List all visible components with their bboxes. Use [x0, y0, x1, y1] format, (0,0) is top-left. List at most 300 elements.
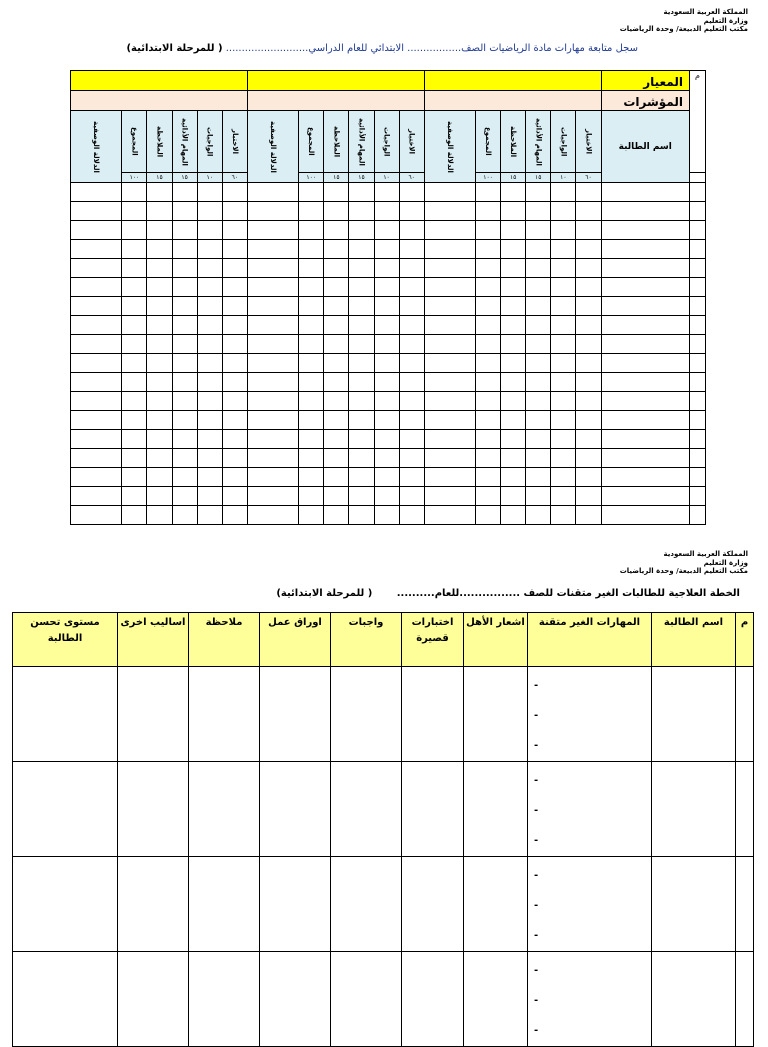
entry-cell[interactable] [576, 506, 601, 525]
entry-cell[interactable] [689, 183, 705, 202]
entry-cell[interactable] [526, 335, 551, 354]
entry-cell[interactable] [122, 373, 147, 392]
entry-cell[interactable] [172, 183, 197, 202]
entry-cell[interactable] [689, 449, 705, 468]
entry-cell[interactable] [476, 430, 501, 449]
entry-cell[interactable] [526, 506, 551, 525]
entry-cell[interactable] [526, 354, 551, 373]
entry-cell[interactable] [147, 316, 172, 335]
entry-cell[interactable] [324, 468, 349, 487]
entry-cell[interactable] [122, 449, 147, 468]
entry-cell[interactable] [476, 468, 501, 487]
entry-cell[interactable] [399, 354, 424, 373]
entry-cell[interactable] [197, 392, 222, 411]
entry-cell[interactable] [247, 316, 298, 335]
entry-cell[interactable] [222, 392, 247, 411]
entry-cell[interactable] [576, 487, 601, 506]
entry-cell[interactable] [197, 506, 222, 525]
entry-cell[interactable] [601, 297, 689, 316]
entry-cell[interactable] [374, 354, 399, 373]
plan-entry-cell[interactable] [402, 667, 464, 762]
criterion-value-cell[interactable] [71, 71, 248, 91]
entry-cell[interactable] [424, 354, 475, 373]
plan-entry-cell[interactable] [528, 667, 652, 762]
entry-cell[interactable] [689, 354, 705, 373]
plan-entry-cell[interactable] [118, 857, 189, 952]
entry-cell[interactable] [349, 411, 374, 430]
entry-cell[interactable] [147, 354, 172, 373]
entry-cell[interactable] [526, 278, 551, 297]
entry-cell[interactable] [147, 392, 172, 411]
entry-cell[interactable] [349, 278, 374, 297]
entry-cell[interactable] [424, 221, 475, 240]
entry-cell[interactable] [324, 183, 349, 202]
entry-cell[interactable] [526, 373, 551, 392]
entry-cell[interactable] [374, 373, 399, 392]
entry-cell[interactable] [551, 411, 576, 430]
entry-cell[interactable] [601, 506, 689, 525]
entry-cell[interactable] [551, 221, 576, 240]
entry-cell[interactable] [71, 354, 122, 373]
entry-cell[interactable] [71, 449, 122, 468]
entry-cell[interactable] [689, 468, 705, 487]
entry-cell[interactable] [424, 430, 475, 449]
entry-cell[interactable] [299, 354, 324, 373]
entry-cell[interactable] [324, 316, 349, 335]
entry-cell[interactable] [324, 202, 349, 221]
entry-cell[interactable] [374, 468, 399, 487]
entry-cell[interactable] [247, 297, 298, 316]
entry-cell[interactable] [299, 316, 324, 335]
entry-cell[interactable] [689, 259, 705, 278]
entry-cell[interactable] [172, 411, 197, 430]
entry-cell[interactable] [172, 202, 197, 221]
entry-cell[interactable] [424, 259, 475, 278]
entry-cell[interactable] [299, 297, 324, 316]
entry-cell[interactable] [399, 430, 424, 449]
entry-cell[interactable] [324, 335, 349, 354]
entry-cell[interactable] [247, 202, 298, 221]
indicators-value-cell[interactable] [71, 91, 248, 111]
entry-cell[interactable] [122, 297, 147, 316]
entry-cell[interactable] [501, 316, 526, 335]
entry-cell[interactable] [374, 430, 399, 449]
entry-cell[interactable] [197, 449, 222, 468]
entry-cell[interactable] [71, 278, 122, 297]
entry-cell[interactable] [172, 240, 197, 259]
entry-cell[interactable] [349, 259, 374, 278]
entry-cell[interactable] [399, 373, 424, 392]
entry-cell[interactable] [476, 506, 501, 525]
entry-cell[interactable] [122, 430, 147, 449]
entry-cell[interactable] [71, 259, 122, 278]
plan-entry-cell[interactable] [13, 667, 118, 762]
entry-cell[interactable] [247, 392, 298, 411]
entry-cell[interactable] [324, 430, 349, 449]
plan-entry-cell[interactable] [528, 762, 652, 857]
entry-cell[interactable] [197, 373, 222, 392]
entry-cell[interactable] [299, 506, 324, 525]
entry-cell[interactable] [501, 278, 526, 297]
entry-cell[interactable] [122, 221, 147, 240]
entry-cell[interactable] [147, 373, 172, 392]
entry-cell[interactable] [399, 468, 424, 487]
plan-entry-cell[interactable] [736, 762, 754, 857]
entry-cell[interactable] [424, 183, 475, 202]
entry-cell[interactable] [349, 335, 374, 354]
entry-cell[interactable] [576, 202, 601, 221]
entry-cell[interactable] [349, 202, 374, 221]
entry-cell[interactable] [122, 240, 147, 259]
entry-cell[interactable] [247, 278, 298, 297]
plan-entry-cell[interactable] [528, 952, 652, 1047]
entry-cell[interactable] [147, 278, 172, 297]
entry-cell[interactable] [172, 278, 197, 297]
entry-cell[interactable] [601, 259, 689, 278]
entry-cell[interactable] [399, 278, 424, 297]
entry-cell[interactable] [299, 183, 324, 202]
entry-cell[interactable] [299, 259, 324, 278]
entry-cell[interactable] [222, 506, 247, 525]
entry-cell[interactable] [197, 221, 222, 240]
entry-cell[interactable] [476, 316, 501, 335]
entry-cell[interactable] [172, 259, 197, 278]
plan-entry-cell[interactable] [118, 952, 189, 1047]
entry-cell[interactable] [172, 221, 197, 240]
entry-cell[interactable] [601, 373, 689, 392]
entry-cell[interactable] [71, 202, 122, 221]
entry-cell[interactable] [197, 487, 222, 506]
entry-cell[interactable] [247, 411, 298, 430]
entry-cell[interactable] [147, 221, 172, 240]
entry-cell[interactable] [349, 373, 374, 392]
entry-cell[interactable] [299, 411, 324, 430]
entry-cell[interactable] [247, 221, 298, 240]
entry-cell[interactable] [374, 506, 399, 525]
entry-cell[interactable] [526, 430, 551, 449]
entry-cell[interactable] [71, 392, 122, 411]
entry-cell[interactable] [197, 354, 222, 373]
entry-cell[interactable] [424, 487, 475, 506]
entry-cell[interactable] [399, 449, 424, 468]
entry-cell[interactable] [299, 240, 324, 259]
plan-entry-cell[interactable] [402, 857, 464, 952]
entry-cell[interactable] [526, 316, 551, 335]
entry-cell[interactable] [424, 297, 475, 316]
plan-entry-cell[interactable] [464, 952, 528, 1047]
entry-cell[interactable] [247, 259, 298, 278]
entry-cell[interactable] [299, 335, 324, 354]
entry-cell[interactable] [324, 297, 349, 316]
entry-cell[interactable] [71, 335, 122, 354]
entry-cell[interactable] [576, 316, 601, 335]
plan-entry-cell[interactable] [528, 857, 652, 952]
entry-cell[interactable] [122, 335, 147, 354]
entry-cell[interactable] [526, 392, 551, 411]
entry-cell[interactable] [324, 392, 349, 411]
entry-cell[interactable] [324, 487, 349, 506]
entry-cell[interactable] [172, 354, 197, 373]
entry-cell[interactable] [526, 449, 551, 468]
entry-cell[interactable] [601, 354, 689, 373]
entry-cell[interactable] [689, 316, 705, 335]
entry-cell[interactable] [476, 449, 501, 468]
entry-cell[interactable] [526, 468, 551, 487]
entry-cell[interactable] [476, 335, 501, 354]
entry-cell[interactable] [374, 411, 399, 430]
entry-cell[interactable] [399, 297, 424, 316]
plan-entry-cell[interactable] [260, 952, 331, 1047]
entry-cell[interactable] [222, 354, 247, 373]
entry-cell[interactable] [222, 373, 247, 392]
plan-entry-cell[interactable] [736, 857, 754, 952]
plan-entry-cell[interactable] [13, 762, 118, 857]
entry-cell[interactable] [222, 430, 247, 449]
entry-cell[interactable] [501, 221, 526, 240]
entry-cell[interactable] [122, 392, 147, 411]
entry-cell[interactable] [576, 221, 601, 240]
entry-cell[interactable] [374, 449, 399, 468]
entry-cell[interactable] [172, 297, 197, 316]
entry-cell[interactable] [122, 202, 147, 221]
entry-cell[interactable] [501, 506, 526, 525]
entry-cell[interactable] [399, 335, 424, 354]
entry-cell[interactable] [399, 202, 424, 221]
entry-cell[interactable] [172, 373, 197, 392]
plan-entry-cell[interactable] [331, 857, 402, 952]
entry-cell[interactable] [71, 430, 122, 449]
entry-cell[interactable] [247, 335, 298, 354]
entry-cell[interactable] [526, 183, 551, 202]
entry-cell[interactable] [399, 411, 424, 430]
entry-cell[interactable] [374, 316, 399, 335]
plan-entry-cell[interactable] [331, 952, 402, 1047]
plan-entry-cell[interactable] [331, 667, 402, 762]
entry-cell[interactable] [689, 240, 705, 259]
entry-cell[interactable] [399, 392, 424, 411]
entry-cell[interactable] [197, 468, 222, 487]
entry-cell[interactable] [222, 221, 247, 240]
entry-cell[interactable] [601, 449, 689, 468]
entry-cell[interactable] [476, 411, 501, 430]
entry-cell[interactable] [349, 487, 374, 506]
entry-cell[interactable] [122, 259, 147, 278]
entry-cell[interactable] [551, 506, 576, 525]
entry-cell[interactable] [222, 183, 247, 202]
entry-cell[interactable] [147, 240, 172, 259]
entry-cell[interactable] [71, 373, 122, 392]
entry-cell[interactable] [501, 411, 526, 430]
entry-cell[interactable] [247, 373, 298, 392]
entry-cell[interactable] [147, 468, 172, 487]
entry-cell[interactable] [601, 316, 689, 335]
entry-cell[interactable] [576, 259, 601, 278]
entry-cell[interactable] [222, 240, 247, 259]
entry-cell[interactable] [424, 240, 475, 259]
entry-cell[interactable] [476, 392, 501, 411]
entry-cell[interactable] [399, 221, 424, 240]
entry-cell[interactable] [476, 221, 501, 240]
entry-cell[interactable] [122, 316, 147, 335]
entry-cell[interactable] [689, 392, 705, 411]
entry-cell[interactable] [601, 487, 689, 506]
entry-cell[interactable] [576, 240, 601, 259]
entry-cell[interactable] [122, 183, 147, 202]
entry-cell[interactable] [374, 278, 399, 297]
entry-cell[interactable] [71, 221, 122, 240]
entry-cell[interactable] [424, 335, 475, 354]
plan-entry-cell[interactable] [13, 857, 118, 952]
entry-cell[interactable] [526, 240, 551, 259]
entry-cell[interactable] [222, 278, 247, 297]
entry-cell[interactable] [399, 316, 424, 335]
entry-cell[interactable] [122, 278, 147, 297]
entry-cell[interactable] [147, 183, 172, 202]
entry-cell[interactable] [399, 240, 424, 259]
plan-entry-cell[interactable] [118, 667, 189, 762]
entry-cell[interactable] [172, 468, 197, 487]
entry-cell[interactable] [247, 468, 298, 487]
entry-cell[interactable] [601, 202, 689, 221]
indicators-value-cell[interactable] [247, 91, 424, 111]
entry-cell[interactable] [197, 278, 222, 297]
entry-cell[interactable] [576, 411, 601, 430]
entry-cell[interactable] [71, 468, 122, 487]
entry-cell[interactable] [172, 487, 197, 506]
entry-cell[interactable] [374, 297, 399, 316]
entry-cell[interactable] [147, 506, 172, 525]
entry-cell[interactable] [147, 430, 172, 449]
entry-cell[interactable] [247, 506, 298, 525]
entry-cell[interactable] [424, 278, 475, 297]
entry-cell[interactable] [374, 183, 399, 202]
entry-cell[interactable] [247, 183, 298, 202]
plan-entry-cell[interactable] [736, 952, 754, 1047]
entry-cell[interactable] [172, 316, 197, 335]
entry-cell[interactable] [324, 240, 349, 259]
entry-cell[interactable] [501, 392, 526, 411]
entry-cell[interactable] [247, 449, 298, 468]
entry-cell[interactable] [349, 468, 374, 487]
entry-cell[interactable] [299, 278, 324, 297]
entry-cell[interactable] [501, 430, 526, 449]
entry-cell[interactable] [551, 392, 576, 411]
entry-cell[interactable] [476, 373, 501, 392]
plan-entry-cell[interactable] [189, 762, 260, 857]
entry-cell[interactable] [374, 240, 399, 259]
entry-cell[interactable] [349, 240, 374, 259]
entry-cell[interactable] [222, 297, 247, 316]
entry-cell[interactable] [526, 259, 551, 278]
entry-cell[interactable] [689, 411, 705, 430]
entry-cell[interactable] [374, 202, 399, 221]
entry-cell[interactable] [576, 373, 601, 392]
plan-entry-cell[interactable] [402, 762, 464, 857]
entry-cell[interactable] [349, 354, 374, 373]
entry-cell[interactable] [476, 297, 501, 316]
entry-cell[interactable] [147, 259, 172, 278]
entry-cell[interactable] [299, 430, 324, 449]
entry-cell[interactable] [197, 411, 222, 430]
plan-entry-cell[interactable] [736, 667, 754, 762]
entry-cell[interactable] [476, 183, 501, 202]
entry-cell[interactable] [197, 430, 222, 449]
entry-cell[interactable] [349, 297, 374, 316]
entry-cell[interactable] [147, 297, 172, 316]
entry-cell[interactable] [122, 354, 147, 373]
plan-entry-cell[interactable] [652, 952, 736, 1047]
entry-cell[interactable] [299, 449, 324, 468]
entry-cell[interactable] [689, 506, 705, 525]
entry-cell[interactable] [576, 354, 601, 373]
entry-cell[interactable] [576, 278, 601, 297]
entry-cell[interactable] [324, 411, 349, 430]
entry-cell[interactable] [424, 202, 475, 221]
plan-entry-cell[interactable] [464, 762, 528, 857]
entry-cell[interactable] [299, 202, 324, 221]
entry-cell[interactable] [689, 373, 705, 392]
entry-cell[interactable] [576, 392, 601, 411]
plan-entry-cell[interactable] [464, 667, 528, 762]
entry-cell[interactable] [424, 373, 475, 392]
entry-cell[interactable] [122, 487, 147, 506]
entry-cell[interactable] [501, 373, 526, 392]
entry-cell[interactable] [601, 278, 689, 297]
entry-cell[interactable] [601, 392, 689, 411]
entry-cell[interactable] [601, 335, 689, 354]
entry-cell[interactable] [299, 392, 324, 411]
plan-entry-cell[interactable] [464, 857, 528, 952]
entry-cell[interactable] [551, 335, 576, 354]
entry-cell[interactable] [247, 240, 298, 259]
entry-cell[interactable] [197, 202, 222, 221]
entry-cell[interactable] [222, 468, 247, 487]
entry-cell[interactable] [172, 335, 197, 354]
entry-cell[interactable] [501, 259, 526, 278]
entry-cell[interactable] [601, 430, 689, 449]
entry-cell[interactable] [122, 468, 147, 487]
entry-cell[interactable] [501, 240, 526, 259]
entry-cell[interactable] [399, 183, 424, 202]
entry-cell[interactable] [349, 316, 374, 335]
entry-cell[interactable] [551, 278, 576, 297]
plan-entry-cell[interactable] [652, 762, 736, 857]
entry-cell[interactable] [424, 468, 475, 487]
entry-cell[interactable] [689, 221, 705, 240]
entry-cell[interactable] [324, 259, 349, 278]
entry-cell[interactable] [501, 468, 526, 487]
entry-cell[interactable] [247, 354, 298, 373]
entry-cell[interactable] [374, 487, 399, 506]
entry-cell[interactable] [689, 430, 705, 449]
entry-cell[interactable] [476, 259, 501, 278]
entry-cell[interactable] [476, 278, 501, 297]
entry-cell[interactable] [197, 335, 222, 354]
entry-cell[interactable] [222, 411, 247, 430]
entry-cell[interactable] [526, 202, 551, 221]
entry-cell[interactable] [122, 506, 147, 525]
entry-cell[interactable] [197, 183, 222, 202]
entry-cell[interactable] [551, 468, 576, 487]
entry-cell[interactable] [501, 335, 526, 354]
entry-cell[interactable] [501, 297, 526, 316]
entry-cell[interactable] [324, 221, 349, 240]
entry-cell[interactable] [526, 297, 551, 316]
plan-entry-cell[interactable] [331, 762, 402, 857]
entry-cell[interactable] [526, 487, 551, 506]
plan-entry-cell[interactable] [652, 857, 736, 952]
entry-cell[interactable] [601, 468, 689, 487]
